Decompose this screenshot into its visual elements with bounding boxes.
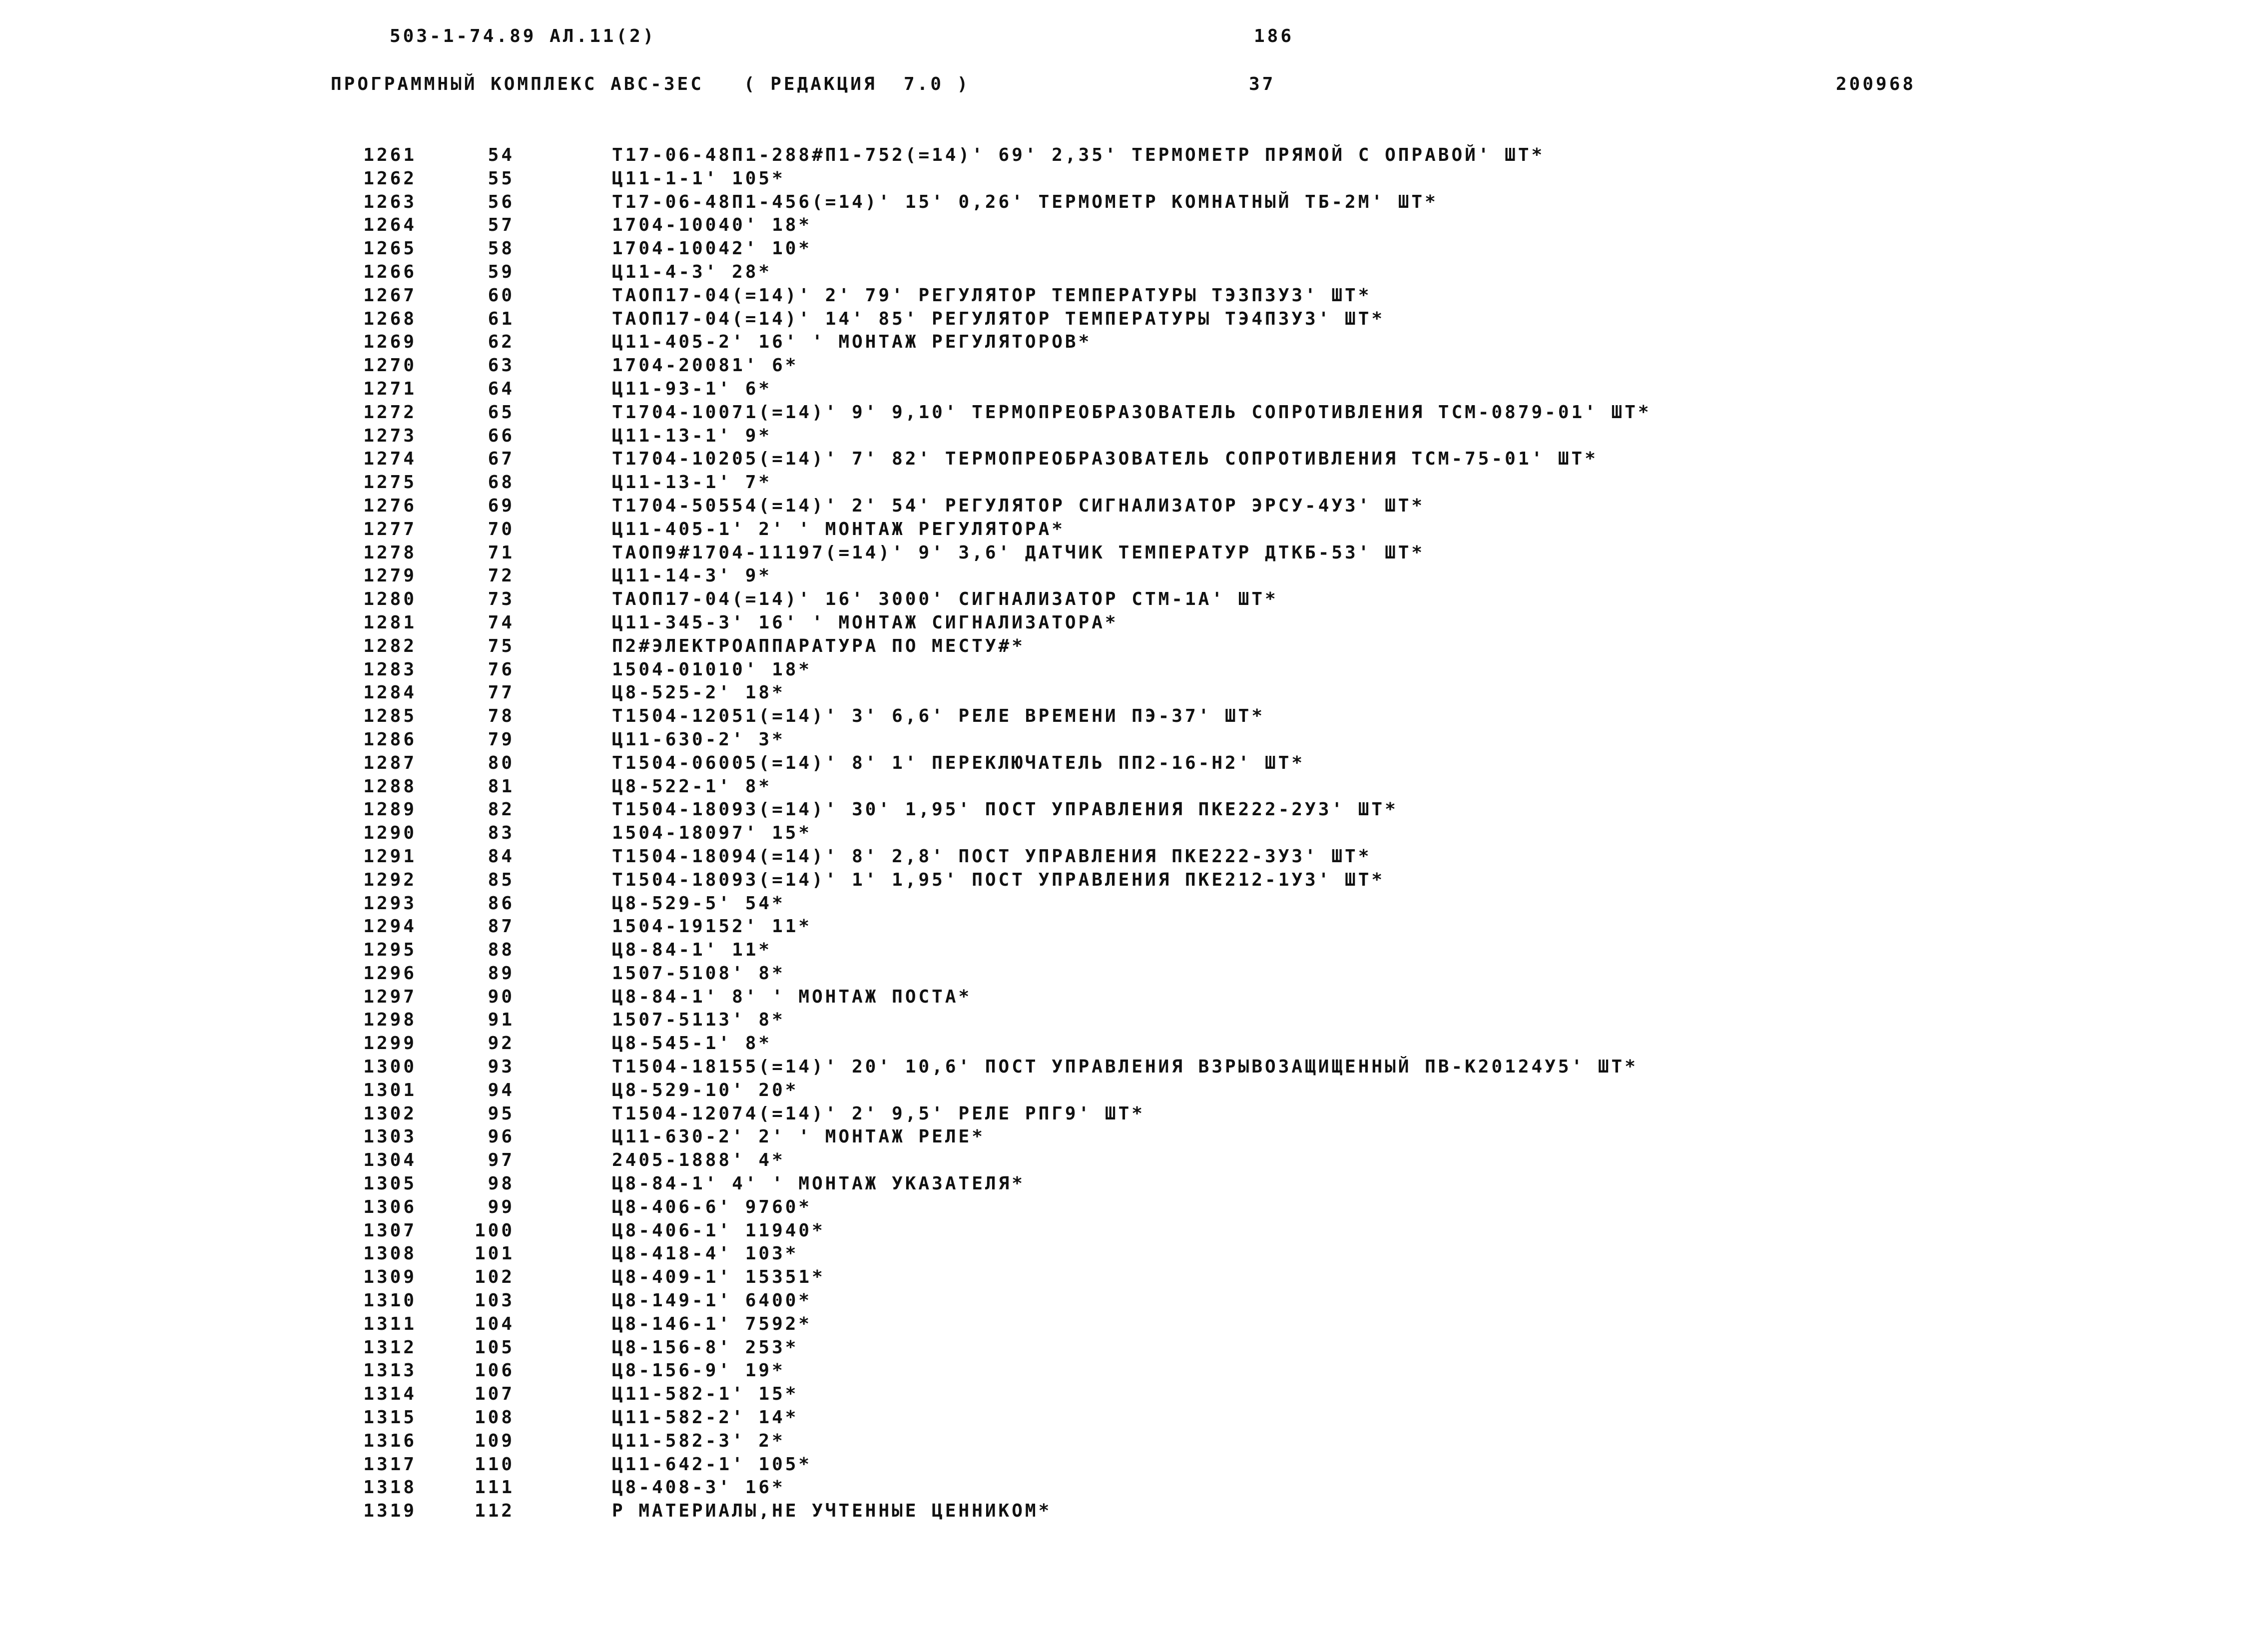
document-code: 503-1-74.89 АЛ.11(2) (390, 26, 656, 46)
listing-row (0, 1476, 2242, 1500)
row-entry-text: Ц8-156-9' 19* (612, 1360, 785, 1381)
listing-row (0, 237, 2242, 261)
row-sequence-number: 1291 (363, 846, 417, 867)
row-position-number: 88 (488, 940, 515, 961)
row-position-number: 74 (488, 612, 515, 633)
row-position-number: 100 (474, 1220, 515, 1241)
row-entry-text: Т1704-10205(=14)' 7' 82' ТЕРМОПРЕОБРАЗОВАТЕЛЬ СОПРОТИВЛЕНИЯ ТСМ-75-01' ШТ* (612, 449, 1598, 470)
row-sequence-number: 1270 (363, 355, 417, 376)
row-position-number: 111 (474, 1477, 515, 1498)
row-position-number: 92 (488, 1033, 515, 1054)
listing-row (0, 775, 2242, 799)
row-sequence-number: 1297 (363, 986, 417, 1007)
row-sequence-number: 1290 (363, 823, 417, 844)
row-entry-text: ТАОП9#1704-11197(=14)' 9' 3,6' ДАТЧИК ТЕМПЕРАТУР ДТКБ-53' ШТ* (612, 542, 1425, 563)
row-entry-text: Р МАТЕРИАЛЫ,НЕ УЧТЕННЫЕ ЦЕННИКОМ* (612, 1501, 1052, 1522)
row-entry-text: Ц8-406-6' 9760* (612, 1196, 812, 1217)
listing-row (0, 658, 2242, 682)
listing-row (0, 1359, 2242, 1383)
row-entry-text: Т1504-06005(=14)' 8' 1' ПЕРЕКЛЮЧАТЕЛЬ ПП2-16-Н2' ШТ* (612, 752, 1305, 773)
row-sequence-number: 1277 (363, 519, 417, 540)
row-sequence-number: 1276 (363, 495, 417, 516)
row-entry-text: ТАОП17-04(=14)' 14' 85' РЕГУЛЯТОР ТЕМПЕРАТУРЫ ТЭ4ПЗУЗ' ШТ* (612, 308, 1385, 329)
row-position-number: 80 (488, 752, 515, 773)
row-entry-text: Ц8-84-1' 8' ' МОНТАЖ ПОСТА* (612, 986, 972, 1007)
row-sequence-number: 1280 (363, 589, 417, 610)
listing-row (0, 939, 2242, 962)
row-entry-text: Т1504-12074(=14)' 2' 9,5' РЕЛЕ РПГ9' ШТ* (612, 1103, 1145, 1124)
row-sequence-number: 1306 (363, 1196, 417, 1217)
row-position-number: 97 (488, 1150, 515, 1171)
row-sequence-number: 1311 (363, 1313, 417, 1334)
row-sequence-number: 1305 (363, 1173, 417, 1194)
row-sequence-number: 1313 (363, 1360, 417, 1381)
row-position-number: 79 (488, 729, 515, 750)
row-entry-text: 1704-10040' 18* (612, 215, 812, 236)
row-sequence-number: 1315 (363, 1407, 417, 1428)
listing-row (0, 191, 2242, 214)
listing-row (0, 822, 2242, 845)
listing-row (0, 1196, 2242, 1219)
row-position-number: 84 (488, 846, 515, 867)
listing-row (0, 401, 2242, 425)
listing-row (0, 261, 2242, 284)
row-entry-text: Ц11-13-1' 7* (612, 472, 772, 493)
row-position-number: 72 (488, 565, 515, 586)
row-entry-text: Т1504-18155(=14)' 20' 10,6' ПОСТ УПРАВЛЕНИЯ ВЗРЫВОЗАЩИЩЕННЫЙ ПВ-К20124У5' ШТ* (612, 1057, 1638, 1078)
listing-row (0, 728, 2242, 752)
listing-row (0, 284, 2242, 308)
row-sequence-number: 1272 (363, 402, 417, 423)
row-entry-text: 1507-5113' 8* (612, 1010, 785, 1031)
row-entry-text: Т1704-50554(=14)' 2' 54' РЕГУЛЯТОР СИГНАЛИЗАТОР ЭРСУ-4УЗ' ШТ* (612, 495, 1425, 516)
listing-row (0, 892, 2242, 916)
listing-row (0, 635, 2242, 658)
row-position-number: 82 (488, 799, 515, 820)
listing-row (0, 986, 2242, 1009)
row-entry-text: 1704-10042' 10* (612, 238, 812, 259)
listing-row (0, 425, 2242, 448)
row-position-number: 91 (488, 1010, 515, 1031)
row-sequence-number: 1264 (363, 215, 417, 236)
row-position-number: 98 (488, 1173, 515, 1194)
row-position-number: 60 (488, 285, 515, 306)
row-position-number: 106 (474, 1360, 515, 1381)
row-sequence-number: 1275 (363, 472, 417, 493)
row-sequence-number: 1265 (363, 238, 417, 259)
row-sequence-number: 1288 (363, 776, 417, 797)
row-entry-text: Ц11-630-2' 3* (612, 729, 785, 750)
row-entry-text: 1504-01010' 18* (612, 659, 812, 680)
row-sequence-number: 1316 (363, 1430, 417, 1451)
row-position-number: 94 (488, 1080, 515, 1101)
listing-row (0, 167, 2242, 191)
row-position-number: 54 (488, 145, 515, 165)
row-position-number: 55 (488, 168, 515, 189)
row-position-number: 75 (488, 635, 515, 656)
row-sequence-number: 1295 (363, 940, 417, 961)
row-entry-text: Т1504-18093(=14)' 30' 1,95' ПОСТ УПРАВЛЕНИЯ ПКЕ222-2УЗ' ШТ* (612, 799, 1398, 820)
row-sequence-number: 1261 (363, 145, 417, 165)
row-sequence-number: 1308 (363, 1243, 417, 1264)
listing-row (0, 845, 2242, 869)
listing-row (0, 798, 2242, 822)
row-entry-text: Ц8-84-1' 11* (612, 940, 772, 961)
date-code: 200968 (1836, 74, 1916, 94)
listing-row (0, 869, 2242, 892)
row-entry-text: 2405-1888' 4* (612, 1150, 785, 1171)
listing-rows (0, 144, 2242, 1523)
listing-row (0, 542, 2242, 565)
row-sequence-number: 1299 (363, 1033, 417, 1054)
row-position-number: 70 (488, 519, 515, 540)
row-sequence-number: 1307 (363, 1220, 417, 1241)
listing-row (0, 1009, 2242, 1032)
row-sequence-number: 1262 (363, 168, 417, 189)
listing-row (0, 1079, 2242, 1102)
row-entry-text: ТАОП17-04(=14)' 2' 79' РЕГУЛЯТОР ТЕМПЕРАТУРЫ ТЭЗПЗУЗ' ШТ* (612, 285, 1372, 306)
program-title: ПРОГРАММНЫЙ КОМПЛЕКС АВС-3ЕС ( РЕДАКЦИЯ 7.0 ) (331, 74, 971, 94)
row-entry-text: Ц11-405-1' 2' ' МОНТАЖ РЕГУЛЯТОРА* (612, 519, 1065, 540)
row-sequence-number: 1271 (363, 378, 417, 399)
listing-row (0, 915, 2242, 939)
row-position-number: 102 (474, 1267, 515, 1288)
row-entry-text: П2#ЭЛЕКТРОАППАРАТУРА ПО МЕСТУ#* (612, 635, 1025, 656)
row-position-number: 77 (488, 682, 515, 703)
row-sequence-number: 1287 (363, 752, 417, 773)
row-position-number: 107 (474, 1384, 515, 1405)
listing-row (0, 378, 2242, 401)
listing-row (0, 518, 2242, 542)
listing-row (0, 471, 2242, 495)
listing-row (0, 1219, 2242, 1243)
row-sequence-number: 1273 (363, 425, 417, 446)
row-position-number: 85 (488, 869, 515, 890)
row-entry-text: Ц8-418-4' 103* (612, 1243, 799, 1264)
row-position-number: 108 (474, 1407, 515, 1428)
row-position-number: 86 (488, 893, 515, 914)
row-position-number: 57 (488, 215, 515, 236)
row-sequence-number: 1310 (363, 1290, 417, 1311)
listing-row (0, 564, 2242, 588)
row-sequence-number: 1298 (363, 1010, 417, 1031)
listing-row (0, 962, 2242, 986)
page-number: 186 (1254, 26, 1294, 46)
row-position-number: 67 (488, 449, 515, 470)
row-position-number: 78 (488, 706, 515, 727)
row-entry-text: Т17-06-48П1-288#П1-752(=14)' 69' 2,35' ТЕРМОМЕТР ПРЯМОЙ С ОПРАВОЙ' ШТ* (612, 145, 1545, 165)
row-position-number: 96 (488, 1126, 515, 1147)
row-entry-text: 1704-20081' 6* (612, 355, 799, 376)
listing-row (0, 1056, 2242, 1079)
row-sequence-number: 1285 (363, 706, 417, 727)
row-position-number: 56 (488, 191, 515, 212)
row-sequence-number: 1296 (363, 963, 417, 984)
row-entry-text: Т1504-18093(=14)' 1' 1,95' ПОСТ УПРАВЛЕНИЯ ПКЕ212-1УЗ' ШТ* (612, 869, 1385, 890)
row-entry-text: Ц8-529-10' 20* (612, 1080, 799, 1101)
listing-row (0, 1406, 2242, 1430)
listing-row (0, 354, 2242, 378)
row-entry-text: Ц8-146-1' 7592* (612, 1313, 812, 1334)
listing-row (0, 1102, 2242, 1126)
row-position-number: 103 (474, 1290, 515, 1311)
listing-row (0, 308, 2242, 331)
row-entry-text: Ц11-345-3' 16' ' МОНТАЖ СИГНАЛИЗАТОРА* (612, 612, 1119, 633)
listing-row (0, 214, 2242, 237)
row-position-number: 89 (488, 963, 515, 984)
listing-row (0, 752, 2242, 775)
row-sequence-number: 1300 (363, 1057, 417, 1078)
row-sequence-number: 1281 (363, 612, 417, 633)
row-sequence-number: 1294 (363, 916, 417, 937)
row-entry-text: Ц11-642-1' 105* (612, 1454, 812, 1475)
row-sequence-number: 1282 (363, 635, 417, 656)
row-position-number: 64 (488, 378, 515, 399)
row-entry-text: ТАОП17-04(=14)' 16' 3000' СИГНАЛИЗАТОР СТМ-1А' ШТ* (612, 589, 1278, 610)
row-entry-text: 1504-18097' 15* (612, 823, 812, 844)
row-position-number: 69 (488, 495, 515, 516)
row-position-number: 83 (488, 823, 515, 844)
row-position-number: 76 (488, 659, 515, 680)
row-entry-text: Ц8-409-1' 15351* (612, 1267, 825, 1288)
row-sequence-number: 1274 (363, 449, 417, 470)
row-entry-text: Ц8-545-1' 8* (612, 1033, 772, 1054)
row-sequence-number: 1286 (363, 729, 417, 750)
row-entry-text: Ц8-156-8' 253* (612, 1337, 799, 1358)
listing-row (0, 705, 2242, 728)
row-position-number: 99 (488, 1196, 515, 1217)
row-entry-text: Ц8-84-1' 4' ' МОНТАЖ УКАЗАТЕЛЯ* (612, 1173, 1025, 1194)
row-entry-text: Ц11-13-1' 9* (612, 425, 772, 446)
row-sequence-number: 1283 (363, 659, 417, 680)
row-sequence-number: 1284 (363, 682, 417, 703)
listing-row (0, 1500, 2242, 1523)
listing-row (0, 611, 2242, 635)
listing-row (0, 1313, 2242, 1336)
row-position-number: 62 (488, 332, 515, 353)
row-position-number: 65 (488, 402, 515, 423)
listing-row (0, 1266, 2242, 1289)
row-entry-text: Ц8-149-1' 6400* (612, 1290, 812, 1311)
row-position-number: 105 (474, 1337, 515, 1358)
row-entry-text: Ц11-4-3' 28* (612, 261, 772, 282)
row-sequence-number: 1303 (363, 1126, 417, 1147)
row-sequence-number: 1317 (363, 1454, 417, 1475)
listing-row (0, 495, 2242, 518)
row-sequence-number: 1279 (363, 565, 417, 586)
row-sequence-number: 1292 (363, 869, 417, 890)
row-entry-text: Ц11-582-1' 15* (612, 1384, 799, 1405)
row-sequence-number: 1309 (363, 1267, 417, 1288)
listing-row (0, 1289, 2242, 1313)
row-sequence-number: 1293 (363, 893, 417, 914)
row-position-number: 66 (488, 425, 515, 446)
listing-row (0, 1336, 2242, 1360)
row-position-number: 101 (474, 1243, 515, 1264)
row-position-number: 112 (474, 1501, 515, 1522)
row-entry-text: Ц11-93-1' 6* (612, 378, 772, 399)
row-position-number: 68 (488, 472, 515, 493)
listing-row (0, 588, 2242, 611)
row-entry-text: Ц11-405-2' 16' ' МОНТАЖ РЕГУЛЯТОРОВ* (612, 332, 1092, 353)
sheet-number: 37 (1249, 74, 1276, 94)
listing-row (0, 1032, 2242, 1056)
row-sequence-number: 1318 (363, 1477, 417, 1498)
listing-row (0, 1149, 2242, 1172)
row-entry-text: Ц11-1-1' 105* (612, 168, 785, 189)
row-sequence-number: 1278 (363, 542, 417, 563)
row-sequence-number: 1263 (363, 191, 417, 212)
row-entry-text: Ц11-582-3' 2* (612, 1430, 785, 1451)
row-position-number: 95 (488, 1103, 515, 1124)
row-entry-text: Ц11-582-2' 14* (612, 1407, 799, 1428)
row-entry-text: 1507-5108' 8* (612, 963, 785, 984)
listing-row (0, 1242, 2242, 1266)
row-position-number: 58 (488, 238, 515, 259)
row-entry-text: 1504-19152' 11* (612, 916, 812, 937)
row-position-number: 71 (488, 542, 515, 563)
row-entry-text: Ц8-522-1' 8* (612, 776, 772, 797)
row-entry-text: Т1504-12051(=14)' 3' 6,6' РЕЛЕ ВРЕМЕНИ ПЭ-37' ШТ* (612, 706, 1265, 727)
row-entry-text: Ц11-14-3' 9* (612, 565, 772, 586)
row-sequence-number: 1267 (363, 285, 417, 306)
row-position-number: 93 (488, 1057, 515, 1078)
listing-row (0, 681, 2242, 705)
row-position-number: 63 (488, 355, 515, 376)
row-position-number: 73 (488, 589, 515, 610)
row-sequence-number: 1302 (363, 1103, 417, 1124)
listing-row (0, 1430, 2242, 1453)
row-entry-text: Ц8-529-5' 54* (612, 893, 785, 914)
row-position-number: 104 (474, 1313, 515, 1334)
row-position-number: 87 (488, 916, 515, 937)
row-position-number: 110 (474, 1454, 515, 1475)
row-position-number: 61 (488, 308, 515, 329)
listing-row (0, 1172, 2242, 1196)
row-entry-text: Т1504-18094(=14)' 8' 2,8' ПОСТ УПРАВЛЕНИЯ ПКЕ222-3УЗ' ШТ* (612, 846, 1372, 867)
listing-row (0, 448, 2242, 471)
listing-row (0, 1383, 2242, 1406)
listing-row (0, 1453, 2242, 1477)
row-entry-text: Ц11-630-2' 2' ' МОНТАЖ РЕЛЕ* (612, 1126, 985, 1147)
row-entry-text: Ц8-406-1' 11940* (612, 1220, 825, 1241)
row-sequence-number: 1269 (363, 332, 417, 353)
row-sequence-number: 1301 (363, 1080, 417, 1101)
row-entry-text: Т1704-10071(=14)' 9' 9,10' ТЕРМОПРЕОБРАЗОВАТЕЛЬ СОПРОТИВЛЕНИЯ ТСМ-0879-01' ШТ* (612, 402, 1652, 423)
row-position-number: 90 (488, 986, 515, 1007)
listing-row (0, 1125, 2242, 1149)
row-sequence-number: 1289 (363, 799, 417, 820)
listing-row (0, 331, 2242, 354)
listing-row (0, 144, 2242, 167)
row-sequence-number: 1314 (363, 1384, 417, 1405)
row-sequence-number: 1268 (363, 308, 417, 329)
row-position-number: 81 (488, 776, 515, 797)
row-sequence-number: 1312 (363, 1337, 417, 1358)
row-position-number: 109 (474, 1430, 515, 1451)
row-sequence-number: 1304 (363, 1150, 417, 1171)
row-position-number: 59 (488, 261, 515, 282)
row-entry-text: Т17-06-48П1-456(=14)' 15' 0,26' ТЕРМОМЕТР КОМНАТНЫЙ ТБ-2М' ШТ* (612, 191, 1438, 212)
row-sequence-number: 1319 (363, 1501, 417, 1522)
row-entry-text: Ц8-525-2' 18* (612, 682, 785, 703)
row-entry-text: Ц8-408-3' 16* (612, 1477, 785, 1498)
row-sequence-number: 1266 (363, 261, 417, 282)
